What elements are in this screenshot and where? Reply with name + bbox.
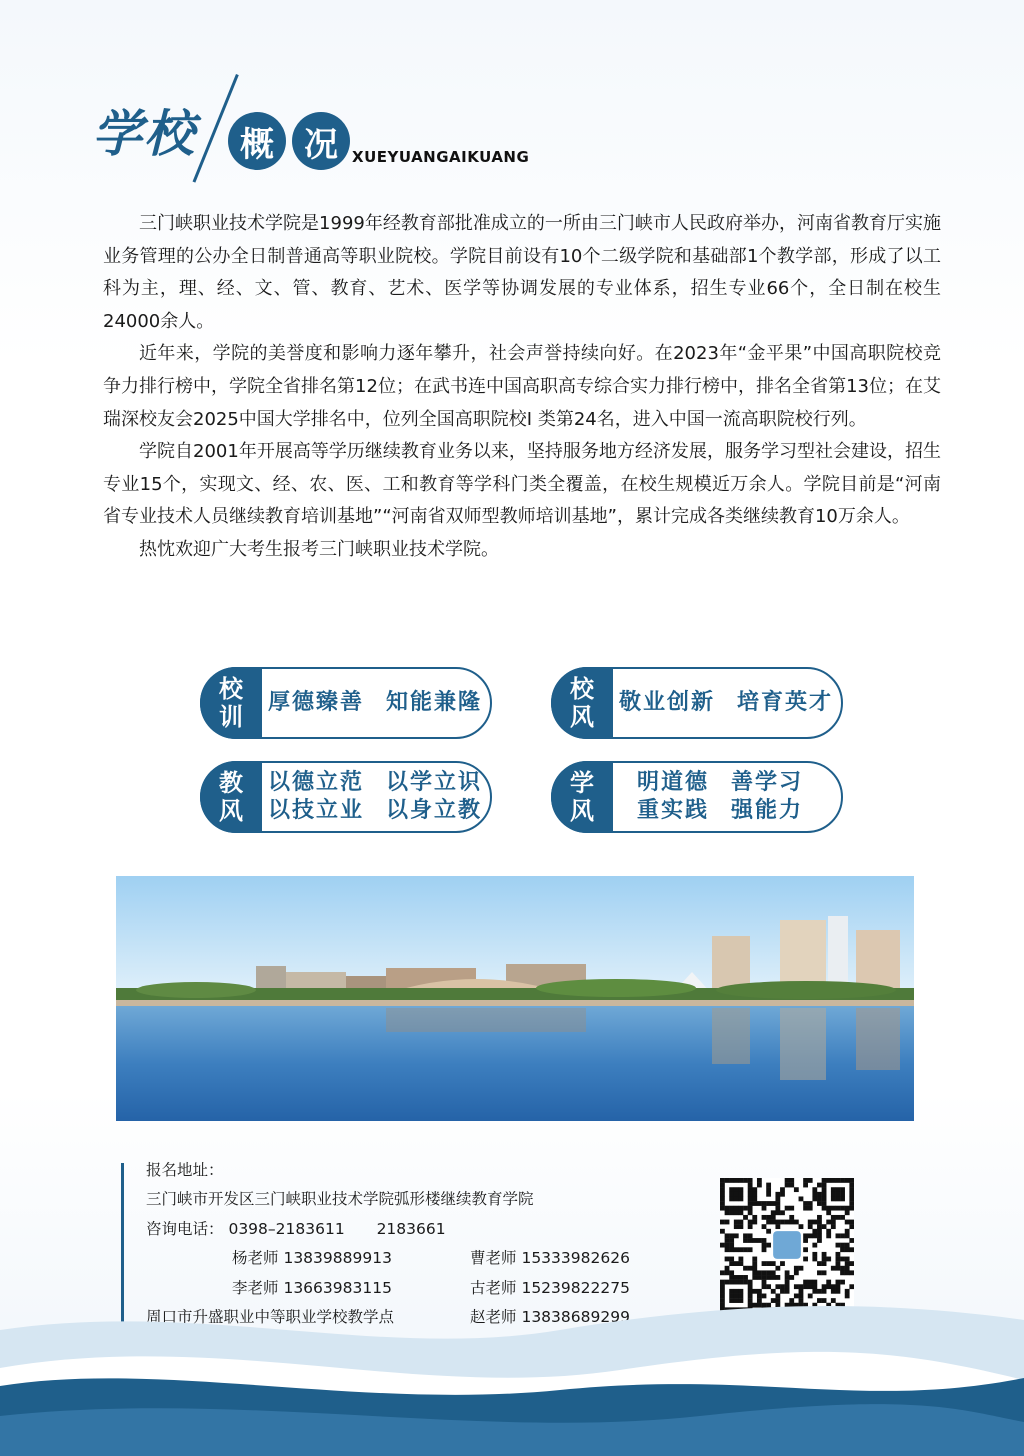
qr-logo bbox=[773, 1231, 801, 1259]
branch-name: 周口市升盛职业中等职业学校教学点 bbox=[146, 1308, 395, 1326]
motto-tag-char: 教 bbox=[219, 769, 243, 797]
motto-tag-char: 风 bbox=[570, 703, 594, 731]
teacher-name: 赵老师 bbox=[470, 1308, 517, 1326]
teacher-name: 李老师 bbox=[232, 1279, 279, 1297]
heading-circle-char: 概 bbox=[228, 112, 286, 170]
motto-text bbox=[268, 763, 483, 831]
teacher-name: 杨老师 bbox=[232, 1249, 279, 1267]
motto-phrase: 厚德臻善 bbox=[268, 690, 365, 715]
campus-skyline-illustration bbox=[116, 876, 914, 1121]
heading-title: 学校 bbox=[92, 105, 196, 163]
motto-phrase: 培育英才 bbox=[737, 690, 834, 715]
motto-learning bbox=[551, 761, 843, 833]
section-heading bbox=[92, 68, 572, 198]
intro-paragraph: 热忱欢迎广大考生报考三门峡职业技术学院。 bbox=[139, 538, 499, 560]
motto-tag-char: 风 bbox=[219, 797, 243, 825]
teacher-phone: 15333982626 bbox=[521, 1249, 630, 1267]
motto-tag-char: 风 bbox=[570, 797, 594, 825]
intro-paragraph: 近年来，学院的美誉度和影响力逐年攀升，社会声誉持续向好。在2023年“金平果”中国高职院校竞争力排行榜中，学院全省排名第12位；在武书连中国高职高专综合实力排行榜中，排名全省第13位；在艾瑞深校友会2025中国大学排名中，位列全国高职院校I 类第24名，进入中国一流高职院校行列。 bbox=[103, 343, 941, 430]
motto-phrase: 以技立业 bbox=[268, 798, 365, 823]
heading-pinyin: XUEYUANGAIKUANG bbox=[352, 148, 530, 166]
motto-tag bbox=[200, 667, 262, 739]
teacher-name: 古老师 bbox=[470, 1279, 517, 1297]
motto-school bbox=[200, 667, 492, 739]
motto-tag bbox=[551, 667, 613, 739]
intro-paragraph: 三门峡职业技术学院是1999年经教育部批准成立的一所由三门峡市人民政府举办，河南省教育厅实施业务管理的公办全日制普通高等职业院校。学院目前设有10个二级学院和基础部1个教学部，形成了以工科为主，理、经、文、管、教育、艺术、医学等协调发展的专业体系，招生专业66个，全日制在校生24000余人。 bbox=[103, 213, 941, 332]
motto-text bbox=[268, 669, 483, 737]
motto-text bbox=[637, 763, 831, 831]
teacher-contact bbox=[470, 1246, 630, 1268]
phone-label: 咨询电话： bbox=[146, 1220, 224, 1238]
teacher-phone: 13663983115 bbox=[283, 1279, 392, 1297]
decorative-waves bbox=[0, 1290, 1024, 1456]
motto-tag-char: 校 bbox=[219, 675, 243, 703]
teacher-phone: 15239822275 bbox=[521, 1279, 630, 1297]
motto-phrase: 以学立识 bbox=[386, 770, 483, 795]
campus-photo bbox=[116, 876, 914, 1121]
phone-main: 0398–2183611 bbox=[228, 1220, 345, 1238]
teacher-phone: 13838689299 bbox=[521, 1308, 630, 1326]
motto-phrase: 敬业创新 bbox=[619, 690, 716, 715]
motto-tag-char: 校 bbox=[570, 675, 594, 703]
motto-style bbox=[551, 667, 843, 739]
motto-tag bbox=[200, 761, 262, 833]
motto-phrase: 以身立教 bbox=[386, 798, 483, 823]
motto-phrase: 明道德 bbox=[637, 770, 710, 795]
phone-line bbox=[146, 1217, 446, 1239]
motto-phrase: 知能兼隆 bbox=[386, 690, 483, 715]
motto-text bbox=[619, 669, 834, 737]
motto-phrase: 强能力 bbox=[731, 798, 804, 823]
intro-text bbox=[103, 208, 941, 567]
motto-tag-char: 学 bbox=[570, 769, 594, 797]
motto-phrase: 善学习 bbox=[731, 770, 804, 795]
address-text: 三门峡市开发区三门峡职业技术学院弧形楼继续教育学院 bbox=[146, 1190, 534, 1208]
motto-tag-char: 训 bbox=[219, 703, 243, 731]
teacher-name: 曹老师 bbox=[470, 1249, 517, 1267]
teacher-phone: 13839889913 bbox=[283, 1249, 392, 1267]
motto-phrase: 重实践 bbox=[637, 798, 710, 823]
heading-circle-char: 况 bbox=[292, 112, 350, 170]
phone-alt: 2183661 bbox=[376, 1220, 446, 1238]
motto-tag bbox=[551, 761, 613, 833]
intro-paragraph: 学院自2001年开展高等学历继续教育业务以来，坚持服务地方经济发展，服务学习型社会建设，招生专业15个，实现文、经、农、医、工和教育等学科门类全覆盖，在校生规模近万余人。学院目前是“河南省专业技术人员继续教育培训基地”“河南省双师型教师培训基地”，累计完成各类继续教育10万余人。 bbox=[103, 441, 941, 528]
address-label: 报名地址： bbox=[146, 1161, 224, 1179]
teacher-contact bbox=[232, 1246, 392, 1268]
motto-phrase: 以德立范 bbox=[268, 770, 365, 795]
motto-teaching bbox=[200, 761, 492, 833]
